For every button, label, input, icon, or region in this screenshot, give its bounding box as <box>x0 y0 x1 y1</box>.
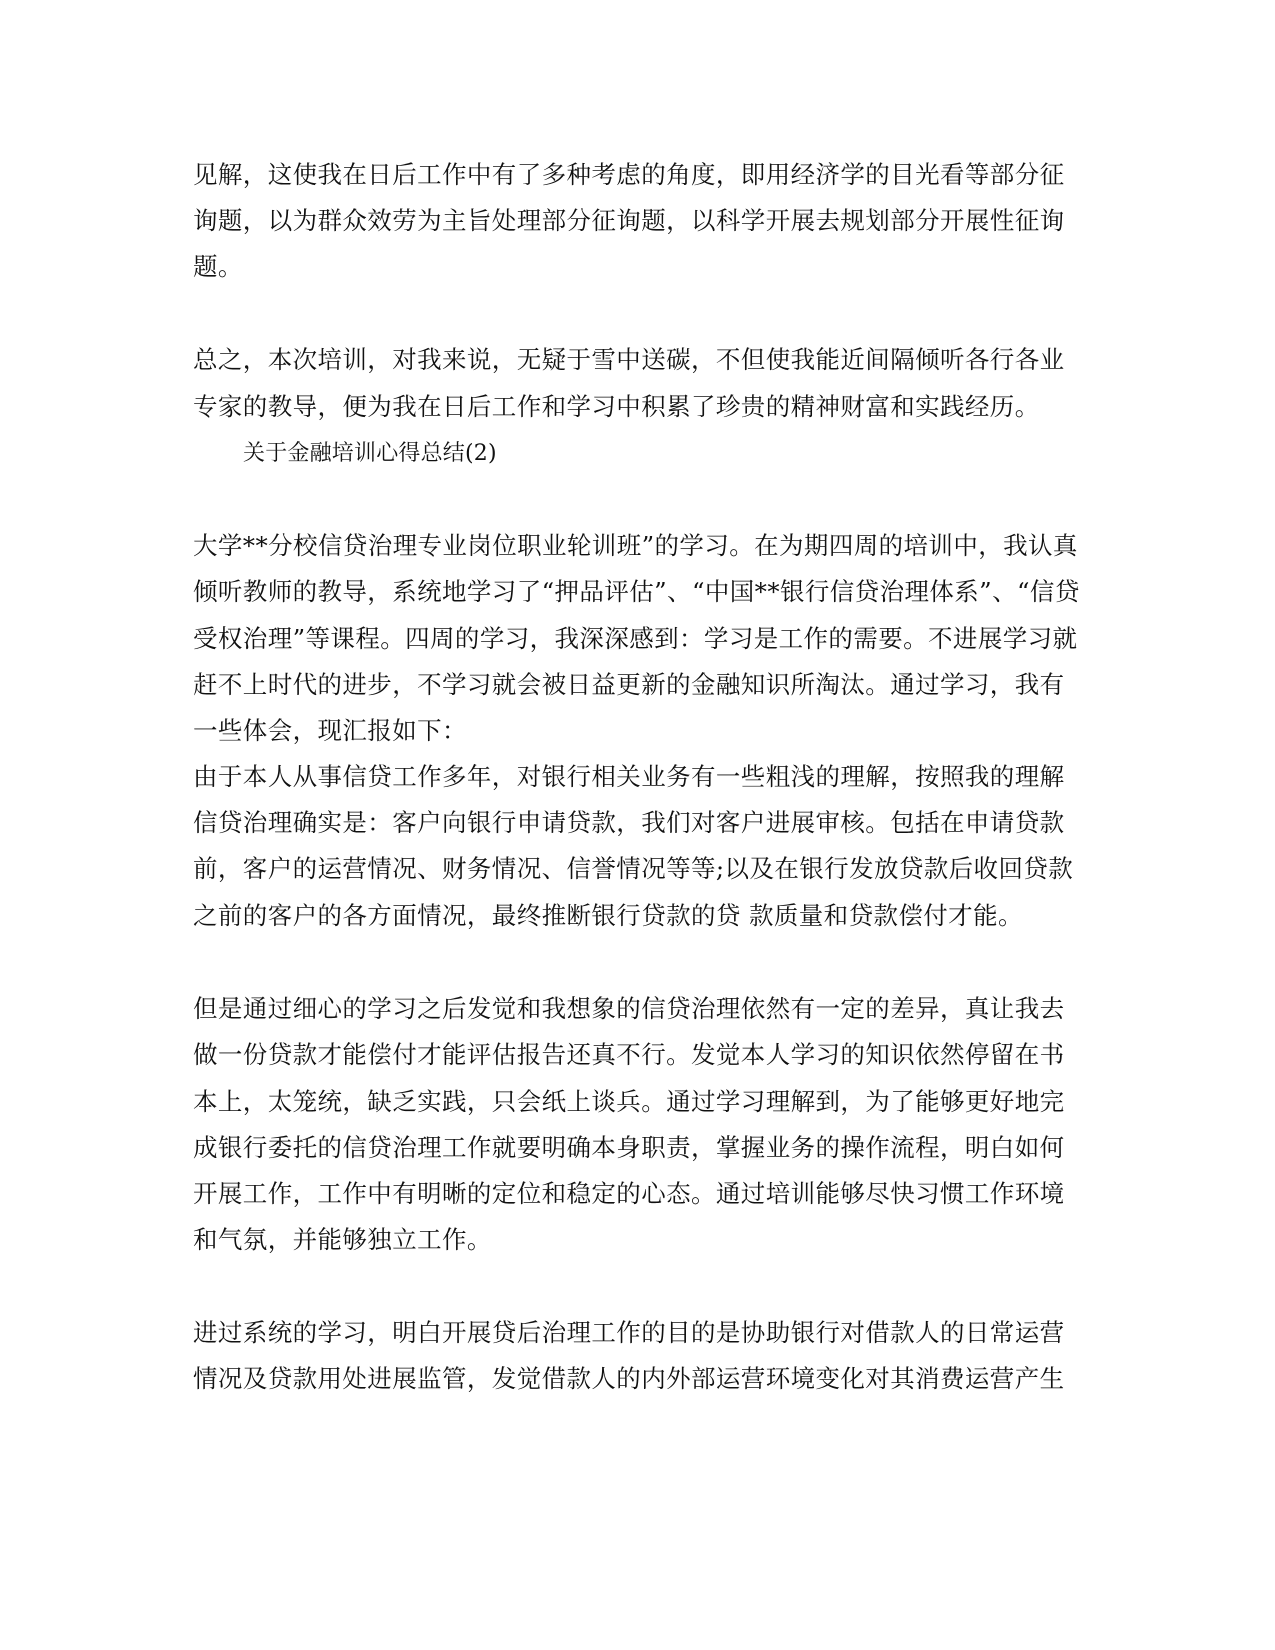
text-line: 题。 <box>193 252 243 281</box>
text-line: 信贷治理确实是：客户向银行申请贷款，我们对客户进展审核。包括在申请贷款 <box>193 808 1065 837</box>
section-heading: 关于金融培训心得总结(2) <box>243 441 497 466</box>
text-line: 进过系统的学习，明白开展贷后治理工作的目的是协助银行对借款人的日常运营 <box>193 1318 1065 1347</box>
text-line: 专家的教导，便为我在日后工作和学习中积累了珍贵的精神财富和实践经历。 <box>193 392 1040 421</box>
text-line: 大学**分校信贷治理专业岗位职业轮训班”的学习。在为期四周的培训中，我认真 <box>193 531 1078 560</box>
text-line: 由于本人从事信贷工作多年，对银行相关业务有一些粗浅的理解，按照我的理解 <box>193 762 1065 791</box>
text-line: 总之，本次培训，对我来说，无疑于雪中送碳，不但使我能近间隔倾听各行各业 <box>193 345 1065 374</box>
text-line: 赶不上时代的进步，不学习就会被日益更新的金融知识所淘汰。通过学习，我有 <box>193 670 1065 699</box>
text-line: 本上，太笼统，缺乏实践，只会纸上谈兵。通过学习理解到，为了能够更好地完 <box>193 1087 1065 1116</box>
text-line: 受权治理”等课程。四周的学习，我深深感到：学习是工作的需要。不进展学习就 <box>193 624 1078 653</box>
text-line: 做一份贷款才能偿付才能评估报告还真不行。发觉本人学习的知识依然停留在书 <box>193 1040 1065 1069</box>
text-line: 情况及贷款用处进展监管，发觉借款人的内外部运营环境变化对其消费运营产生 <box>193 1364 1065 1393</box>
text-line: 成银行委托的信贷治理工作就要明确本身职责，掌握业务的操作流程，明白如何 <box>193 1133 1065 1162</box>
text-line: 和气氛，并能够独立工作。 <box>193 1225 492 1254</box>
text-line: 之前的客户的各方面情况，最终推断银行贷款的贷 款质量和贷款偿付才能。 <box>193 901 1023 930</box>
text-line: 一些体会，现汇报如下： <box>193 716 467 745</box>
text-line: 但是通过细心的学习之后发觉和我想象的信贷治理依然有一定的差异，真让我去 <box>193 994 1065 1023</box>
text-line: 倾听教师的教导，系统地学习了“押品评估”、“中国**银行信贷治理体系”、“信贷 <box>193 577 1080 606</box>
text-line: 开展工作，工作中有明晰的定位和稳定的心态。通过培训能够尽快习惯工作环境 <box>193 1179 1065 1208</box>
text-line: 询题，以为群众效劳为主旨处理部分征询题，以科学开展去规划部分开展性征询 <box>193 206 1065 235</box>
text-line: 见解，这使我在日后工作中有了多种考虑的角度，即用经济学的目光看等部分征 <box>193 160 1065 189</box>
text-line: 前，客户的运营情况、财务情况、信誉情况等等;以及在银行发放贷款后收回贷款 <box>193 854 1074 883</box>
